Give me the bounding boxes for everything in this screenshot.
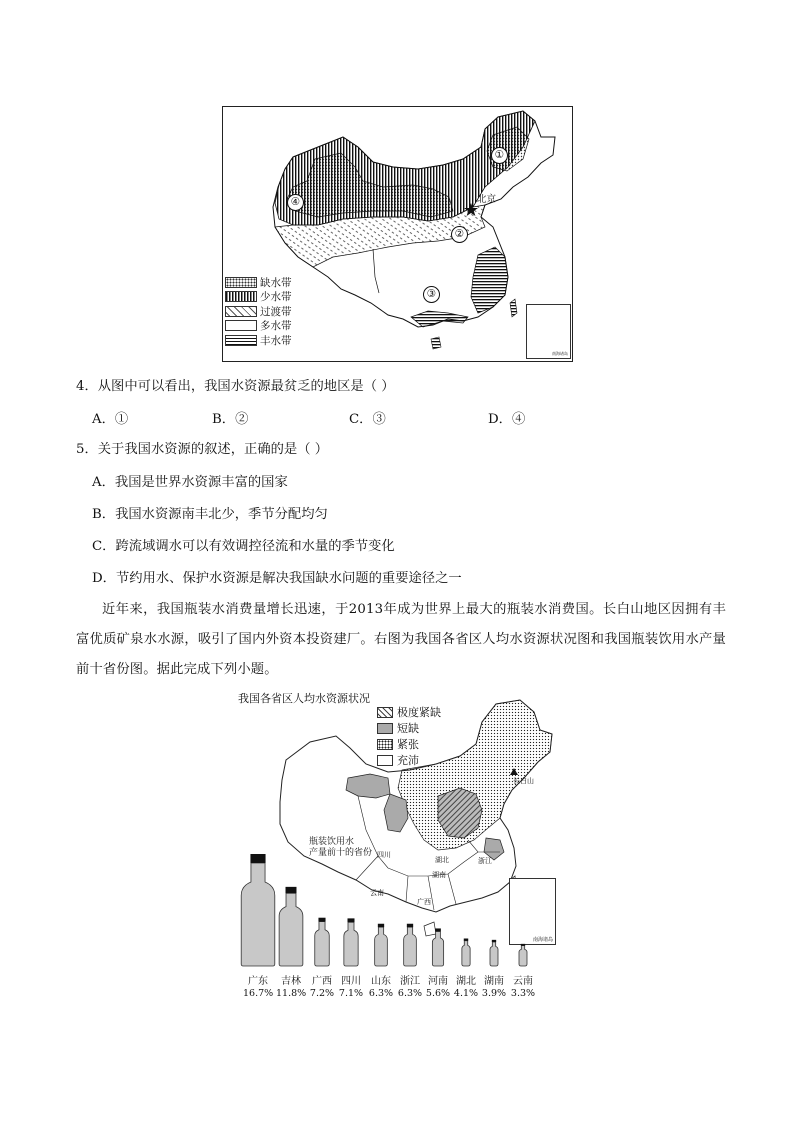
q5-option-c[interactable]: C．跨流域调水可以有效调控径流和水量的季节变化 — [92, 539, 395, 554]
bottle-caption-line-1: 瓶装饮用水 — [309, 837, 355, 847]
bottle-body — [519, 946, 527, 966]
legend-label: 充沛 — [397, 754, 419, 767]
region-2-label: ② — [451, 226, 468, 243]
bottle-province-label: 广东 — [248, 976, 268, 987]
dash-swatch — [225, 306, 257, 317]
beijing-label: 北京 — [477, 194, 497, 205]
bottle-percent-label: 7.2% — [309, 988, 335, 999]
map-label-changbaishan: 长白山 — [513, 777, 534, 785]
legend-label: 短缺 — [397, 722, 419, 735]
bottle-province-label: 四川 — [341, 976, 361, 987]
dots-swatch — [225, 277, 257, 288]
q5-option-a[interactable]: A．我国是世界水资源丰富的国家 — [92, 475, 288, 490]
bottle-percent-label: 6.3% — [397, 988, 423, 999]
bottle-percent-label: 3.3% — [510, 988, 536, 999]
bottle-mark — [279, 887, 303, 966]
q5-option-b[interactable]: B．我国水资源南丰北少，季节分配均匀 — [92, 507, 328, 522]
map-label-sichuan: 四川 — [377, 851, 391, 859]
legend-label: 极度紧缺 — [397, 706, 441, 719]
bottle-percent-label: 7.1% — [338, 988, 364, 999]
bottle-mark — [241, 854, 275, 966]
bottle-cap — [407, 924, 413, 927]
region-3-label: ③ — [423, 286, 440, 303]
bottle-province-label: 吉林 — [281, 976, 301, 987]
bottle-percent-label: 3.9% — [481, 988, 507, 999]
bottle-cap — [250, 854, 265, 863]
bottle-province-label: 山东 — [371, 976, 391, 987]
water-resource-and-bottled-water-figure — [238, 690, 560, 1005]
blank-swatch — [225, 320, 257, 331]
legend-label: 紧张 — [397, 738, 419, 751]
map-label-guangxi: 广西 — [417, 898, 431, 906]
bottle-body — [490, 942, 498, 966]
bottle-province-label: 河南 — [428, 976, 448, 987]
water-zone-legend — [225, 275, 297, 348]
bottle-body — [315, 922, 329, 966]
bottle-cap — [435, 928, 441, 931]
bottle-mark — [315, 918, 329, 966]
q4-option-a[interactable]: A．① — [92, 412, 129, 427]
region-1-label: ① — [491, 147, 508, 164]
bottle-mark — [432, 928, 443, 966]
legend-item-shao — [225, 290, 297, 305]
question-4-stem: 4．从图中可以看出，我国水资源最贫乏的地区是（ ） — [76, 379, 395, 394]
bottle-mark — [344, 918, 358, 966]
bottle-cap — [286, 887, 297, 893]
legend-item-que — [225, 275, 297, 290]
legend-item-duo — [225, 319, 297, 334]
bottle-mark — [519, 944, 527, 966]
inset-caption: 南海诸岛 — [552, 351, 568, 356]
bottle-mark — [404, 924, 417, 966]
legend-label: 过渡带 — [260, 305, 292, 318]
legend-item-guodu — [225, 304, 297, 319]
bottle-cap — [378, 924, 384, 927]
region-4-label: ④ — [287, 194, 304, 211]
map-label-hubei: 湖北 — [435, 856, 449, 864]
bottled-water-chart — [238, 690, 560, 1005]
legend-label: 多水带 — [260, 320, 292, 333]
vertical-stripe-swatch — [225, 291, 257, 302]
bottle-mark — [375, 924, 388, 966]
bottle-province-label: 云南 — [513, 976, 533, 987]
map-label-zhejiang: 浙江 — [478, 857, 492, 865]
legend-item-feng — [225, 333, 297, 348]
map-label-yunnan: 云南 — [370, 889, 384, 897]
q4-option-b[interactable]: B．② — [212, 412, 249, 427]
south-china-sea-inset — [526, 304, 571, 359]
bottle-body — [375, 927, 388, 966]
bottle-province-label: 湖南 — [484, 976, 504, 987]
bottle-mark — [462, 939, 470, 966]
bottle-province-label: 湖北 — [456, 976, 476, 987]
bottle-body — [404, 927, 417, 966]
water-zone-map — [222, 106, 573, 362]
bottle-body — [462, 941, 470, 966]
bottle-cap — [492, 940, 496, 942]
bottle-percent-label: 11.8% — [276, 988, 307, 999]
bottle-percent-label: 5.6% — [425, 988, 451, 999]
reading-passage: 近年来，我国瓶装水消费量增长迅速，于2013年成为世界上最大的瓶装水消费国。长白山地区因拥有丰富优质矿泉水水源，吸引了国内外资本投资建厂。右图为我国各省区人均水资源状况图和我国瓶装饮用水产量前十省份图。据此完成下列小题。 — [76, 602, 726, 677]
bottle-cap — [464, 939, 468, 941]
bottle-cap — [521, 944, 525, 946]
legend-label: 缺水带 — [260, 276, 292, 289]
question-5-stem: 5．关于我国水资源的叙述，正确的是（ ） — [76, 442, 329, 457]
bottle-body — [432, 931, 443, 966]
bottle-mark — [490, 940, 498, 966]
bottle-province-label: 浙江 — [400, 976, 420, 987]
bottle-cap — [318, 918, 325, 922]
bottle-percent-label: 6.3% — [368, 988, 394, 999]
q4-option-c[interactable]: C．③ — [349, 412, 386, 427]
bottle-body — [241, 863, 275, 966]
q5-option-d[interactable]: D．节约用水、保护水资源是解决我国缺水问题的重要途径之一 — [92, 571, 462, 586]
bottle-body — [344, 922, 358, 966]
bottle-body — [279, 893, 303, 966]
bottle-percent-label: 4.1% — [453, 988, 479, 999]
map-label-hunan: 湖南 — [432, 871, 446, 879]
figure2-title: 我国各省区人均水资源状况 — [238, 692, 370, 705]
bottle-cap — [348, 918, 355, 922]
bottle-percent-label: 16.7% — [243, 988, 274, 999]
bottle-province-label: 广西 — [312, 976, 332, 987]
horizontal-stripe-swatch — [225, 335, 257, 346]
legend-label: 少水带 — [260, 291, 292, 304]
bottle-caption-line-2: 产量前十的省份 — [309, 848, 373, 858]
q4-option-d[interactable]: D．④ — [488, 412, 526, 427]
legend-label: 丰水带 — [260, 334, 292, 347]
inset-caption: 南海诸岛 — [532, 937, 553, 943]
